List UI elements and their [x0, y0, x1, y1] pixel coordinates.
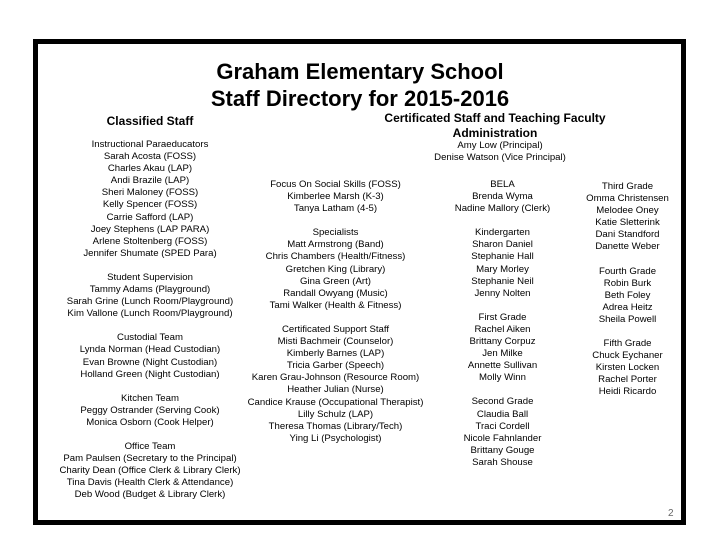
group-title: Specialists: [312, 227, 359, 239]
staff-member: Stephanie Hall: [471, 251, 534, 263]
certificated-staff-heading: Certificated Staff and Teaching Faculty: [384, 111, 606, 125]
staff-member: Deb Wood (Budget & Library Clerk): [74, 489, 226, 501]
staff-member: Jen Milke: [482, 348, 523, 360]
group-title: Fifth Grade: [603, 338, 652, 350]
staff-group: [445, 179, 560, 215]
staff-member: Monica Osborn (Cook Helper): [86, 416, 214, 428]
staff-group: [42, 272, 258, 320]
administration-list: [380, 140, 620, 164]
school-name-title: Graham Elementary School: [216, 59, 504, 84]
staff-group: [42, 441, 258, 501]
group-title: Instructional Paraeducators: [91, 139, 209, 150]
staff-group: [570, 266, 685, 326]
staff-group: [228, 179, 443, 215]
staff-group: [445, 312, 560, 385]
staff-member: Charity Dean (Office Clerk & Library Clerk): [59, 465, 241, 477]
staff-member: Claudia Ball: [476, 408, 529, 420]
group-title: Kitchen Team: [121, 392, 179, 404]
admin-member: Amy Low (Principal): [457, 140, 543, 151]
staff-group: [570, 338, 685, 398]
staff-member: Beth Foley: [604, 289, 651, 301]
staff-member: Jennifer Shumate (SPED Para): [83, 247, 217, 259]
directory-title: Staff Directory for 2015-2016: [210, 86, 510, 111]
staff-member: Misti Bachmeir (Counselor): [277, 336, 394, 348]
staff-member: Brittany Corpuz: [469, 336, 536, 348]
staff-member: Karen Grau-Johnson (Resource Room): [251, 372, 420, 384]
staff-member: Tina Davis (Health Clerk & Attendance): [66, 477, 234, 489]
staff-member: Danette Weber: [595, 241, 660, 253]
staff-member: Mary Morley: [476, 263, 529, 275]
staff-member: Nicole Fahnlander: [463, 432, 542, 444]
grades-column-a: [445, 179, 560, 469]
staff-member: Arlene Stoltenberg (FOSS): [92, 235, 208, 247]
staff-member: Brittany Gouge: [470, 444, 535, 456]
group-title: Focus On Social Skills (FOSS): [270, 179, 401, 190]
staff-member: Tammy Adams (Playground): [89, 284, 211, 296]
group-title: Office Team: [124, 440, 176, 452]
staff-group: [42, 139, 258, 260]
staff-member: Evan Browne (Night Custodian): [82, 356, 218, 368]
staff-member: Kimberlee Marsh (K-3): [287, 191, 384, 203]
staff-member: Andi Brazile (LAP): [110, 175, 190, 187]
classified-staff-heading: Classified Staff: [106, 114, 194, 128]
staff-member: Sheri Maloney (FOSS): [101, 187, 199, 199]
staff-member: Sarah Acosta (FOSS): [103, 151, 197, 163]
staff-member: Peggy Ostrander (Serving Cook): [80, 404, 220, 416]
staff-member: Stephanie Neil: [471, 275, 534, 287]
staff-group: [445, 396, 560, 469]
staff-member: Jenny Nolten: [474, 287, 531, 299]
staff-member: Omma Christensen: [586, 193, 669, 205]
staff-member: Carrie Safford (LAP): [106, 211, 194, 223]
group-title: Certificated Support Staff: [281, 323, 389, 335]
staff-member: Kimberly Barnes (LAP): [286, 348, 385, 360]
staff-member: Tanya Latham (4-5): [293, 203, 378, 215]
staff-member: Matt Armstrong (Band): [287, 239, 384, 251]
staff-member: Lilly Schulz (LAP): [297, 408, 374, 420]
staff-member: Molly Winn: [479, 372, 526, 384]
staff-member: Robin Burk: [603, 277, 652, 289]
classified-staff-column: [42, 139, 258, 501]
staff-member: Heidi Ricardo: [598, 386, 657, 398]
staff-member: Rachel Porter: [598, 374, 657, 386]
staff-member: Rachel Aiken: [474, 323, 531, 335]
staff-member: Theresa Thomas (Library/Tech): [268, 420, 403, 432]
staff-member: Gretchen King (Library): [285, 263, 386, 275]
grades-column-b: [570, 181, 685, 399]
staff-member: Traci Cordell: [475, 420, 530, 432]
staff-member: Nadine Mallory (Clerk): [454, 203, 551, 215]
group-title: Third Grade: [601, 181, 654, 192]
group-title: Custodial Team: [117, 332, 183, 344]
staff-group: [42, 393, 258, 429]
group-title: Second Grade: [471, 396, 534, 408]
group-title: Fourth Grade: [598, 265, 657, 277]
staff-member: Sarah Grine (Lunch Room/Playground): [66, 296, 234, 308]
staff-member: Randall Owyang (Music): [283, 287, 388, 299]
group-title: Kindergarten: [475, 227, 530, 239]
staff-member: Kelly Spencer (FOSS): [102, 199, 198, 211]
staff-member: Sheila Powell: [598, 313, 657, 325]
group-title: First Grade: [478, 311, 527, 323]
group-title: Student Supervision: [107, 271, 193, 283]
staff-member: Candice Krause (Occupational Therapist): [247, 396, 424, 408]
staff-member: Heather Julian (Nurse): [287, 384, 384, 396]
staff-group: [228, 227, 443, 312]
staff-member: Charles Akau (LAP): [107, 163, 193, 175]
page-number: 2: [668, 508, 674, 519]
staff-member: Sarah Shouse: [472, 456, 533, 468]
staff-member: Gina Green (Art): [300, 275, 371, 287]
staff-member: Melodee Oney: [596, 205, 659, 217]
staff-member: Joey Stephens (LAP PARA): [90, 223, 210, 235]
staff-member: Annette Sullivan: [467, 360, 538, 372]
staff-group: [445, 227, 560, 300]
staff-member: Tami Walker (Health & Fitness): [269, 299, 402, 311]
admin-member: Denise Watson (Vice Principal): [434, 152, 566, 164]
certificated-staff-column: [228, 179, 443, 445]
staff-member: Chris Chambers (Health/Fitness): [265, 251, 406, 263]
staff-member: Tricia Garber (Speech): [286, 360, 385, 372]
administration-heading: Administration: [452, 126, 538, 140]
staff-group: [42, 332, 258, 380]
staff-member: Sharon Daniel: [472, 239, 533, 251]
staff-member: Pam Paulsen (Secretary to the Principal): [63, 453, 237, 465]
staff-member: Lynda Norman (Head Custodian): [79, 344, 221, 356]
group-title: BELA: [490, 179, 515, 190]
staff-member: Katie Sletterink: [595, 217, 660, 229]
staff-member: Chuck Eychaner: [592, 350, 663, 362]
staff-member: Holland Green (Night Custodian): [80, 368, 220, 380]
staff-member: Dani Standford: [595, 229, 660, 241]
staff-member: Kim Vallone (Lunch Room/Playground): [67, 308, 233, 320]
staff-member: Kirsten Locken: [595, 362, 660, 374]
staff-member: Brenda Wyma: [472, 191, 533, 203]
staff-member: Adrea Heitz: [602, 301, 653, 313]
staff-group: [228, 324, 443, 445]
staff-group: [570, 181, 685, 254]
staff-member: Ying Li (Psychologist): [289, 432, 382, 444]
